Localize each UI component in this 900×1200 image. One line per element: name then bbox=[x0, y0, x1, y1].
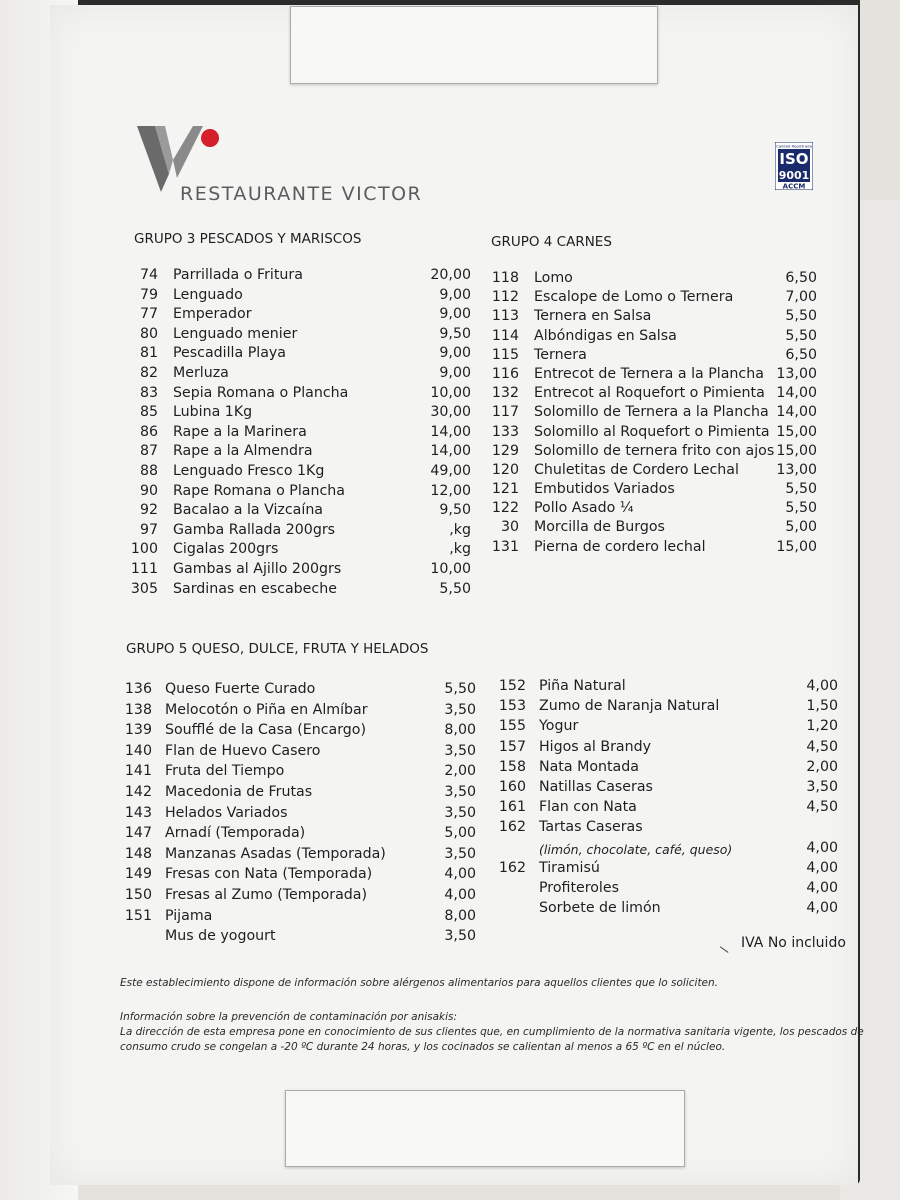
item-name: Flan con Nata bbox=[539, 799, 637, 816]
menu-item bbox=[483, 539, 821, 558]
item-name: Embutidos Variados bbox=[534, 481, 675, 498]
menu-item bbox=[490, 799, 842, 819]
menu-item bbox=[120, 385, 475, 405]
item-price: 15,00 bbox=[776, 442, 817, 459]
item-number: 111 bbox=[130, 560, 158, 577]
item-price: 12,00 bbox=[430, 482, 471, 499]
item-name: Pijama bbox=[165, 907, 213, 924]
menu-item bbox=[490, 900, 842, 920]
item-number: 113 bbox=[491, 308, 519, 325]
item-name: Gambas al Ajillo 200grs bbox=[173, 560, 342, 577]
item-price: 3,50 bbox=[806, 778, 838, 795]
item-name: Macedonia de Frutas bbox=[165, 783, 313, 800]
item-number: 114 bbox=[491, 327, 519, 344]
item-name: Fruta del Tiempo bbox=[165, 763, 285, 780]
menu-item bbox=[120, 267, 475, 287]
menu-item bbox=[118, 866, 478, 887]
menu-item bbox=[483, 404, 821, 423]
item-name: Yogur bbox=[539, 718, 579, 735]
item-name: Sepia Romana o Plancha bbox=[173, 384, 349, 401]
item-price: 13,00 bbox=[776, 461, 817, 478]
item-price: 15,00 bbox=[776, 423, 817, 440]
item-price: 8,00 bbox=[444, 907, 476, 924]
item-number: 122 bbox=[491, 500, 519, 517]
menu-item bbox=[118, 846, 478, 867]
menu-item bbox=[490, 698, 842, 718]
item-number: 88 bbox=[139, 462, 158, 479]
item-name: Profiteroles bbox=[539, 879, 619, 896]
item-price: 3,50 bbox=[444, 928, 476, 945]
item-price: 4,00 bbox=[806, 900, 838, 917]
item-name: Natillas Caseras bbox=[539, 778, 653, 795]
menu-item bbox=[483, 443, 821, 462]
item-price: 4,00 bbox=[444, 866, 476, 883]
anisakis-line1: La dirección de esta empresa pone en conocimiento de sus clientes que, en cumplimiento de la normativa sanitaria vigente, los pescados de bbox=[120, 1026, 864, 1038]
item-price: 9,00 bbox=[439, 306, 471, 323]
item-number: 161 bbox=[498, 799, 526, 816]
item-number: 132 bbox=[491, 385, 519, 402]
group4-list bbox=[483, 270, 821, 558]
item-number: 138 bbox=[124, 701, 152, 718]
item-price: 10,00 bbox=[430, 384, 471, 401]
item-number: 83 bbox=[139, 384, 158, 401]
anisakis-line2: consumo crudo se congelan a -20 ºC durante 24 horas, y los cocinados se calientan al menos a 65 ºC en el núcleo. bbox=[120, 1041, 726, 1053]
item-name: Ternera bbox=[534, 346, 587, 363]
menu-item bbox=[490, 678, 842, 698]
menu-item bbox=[483, 270, 821, 289]
menu-item bbox=[483, 328, 821, 347]
menu-item bbox=[490, 739, 842, 759]
item-price: 3,50 bbox=[444, 701, 476, 718]
item-name: Sorbete de limón bbox=[539, 900, 661, 917]
iva-note: IVA No incluido bbox=[741, 935, 846, 951]
item-number: 117 bbox=[491, 404, 519, 421]
item-name: Rape a la Marinera bbox=[173, 423, 307, 440]
item-price: 14,00 bbox=[776, 385, 817, 402]
item-price: ,kg bbox=[449, 521, 471, 538]
menu-item bbox=[118, 722, 478, 743]
menu-item bbox=[118, 743, 478, 764]
group5-right-list bbox=[490, 678, 842, 920]
menu-item bbox=[120, 561, 475, 581]
item-number: 139 bbox=[124, 722, 152, 739]
svg-text:ACCM: ACCM bbox=[782, 182, 806, 190]
item-name: Rape a la Almendra bbox=[173, 443, 313, 460]
item-price: 4,50 bbox=[806, 738, 838, 755]
menu-item bbox=[118, 825, 478, 846]
item-price: 9,50 bbox=[439, 325, 471, 342]
menu-item bbox=[120, 287, 475, 307]
group3-list bbox=[120, 267, 475, 600]
item-name: Helados Variados bbox=[165, 804, 288, 821]
item-number: 121 bbox=[491, 481, 519, 498]
item-number: 118 bbox=[491, 270, 519, 286]
menu-item bbox=[483, 519, 821, 538]
item-name: Sardinas en escabeche bbox=[173, 580, 337, 597]
item-price: 10,00 bbox=[430, 560, 471, 577]
menu-item bbox=[490, 880, 842, 900]
menu-item bbox=[118, 908, 478, 929]
item-number: 129 bbox=[491, 442, 519, 459]
restaurant-name: RESTAURANTE VICTOR bbox=[180, 183, 423, 205]
menu-item bbox=[118, 702, 478, 723]
item-number: 133 bbox=[491, 423, 519, 440]
menu-item bbox=[120, 424, 475, 444]
item-price: 8,00 bbox=[444, 722, 476, 739]
item-number: 97 bbox=[139, 521, 158, 538]
menu-item bbox=[118, 681, 478, 702]
item-name: Pollo Asado ¼ bbox=[534, 500, 634, 517]
svg-text:Calidad Registrada: Calidad Registrada bbox=[776, 143, 812, 149]
svg-text:9001: 9001 bbox=[778, 169, 810, 182]
item-number: 77 bbox=[139, 306, 158, 323]
item-price: 9,50 bbox=[439, 502, 471, 519]
item-number: 115 bbox=[491, 346, 519, 363]
menu-item bbox=[118, 763, 478, 784]
item-number: 30 bbox=[500, 519, 519, 536]
item-number: 74 bbox=[139, 267, 158, 283]
menu-item bbox=[120, 581, 475, 601]
item-name: Entrecot al Roquefort o Pimienta bbox=[534, 385, 765, 402]
menu-item bbox=[483, 424, 821, 443]
menu-item bbox=[118, 928, 478, 949]
item-name: Bacalao a la Vizcaína bbox=[173, 502, 324, 519]
item-name: Merluza bbox=[173, 364, 229, 381]
menu-item bbox=[120, 404, 475, 424]
menu-item bbox=[118, 784, 478, 805]
item-name: Ternera en Salsa bbox=[534, 308, 652, 325]
menu-item bbox=[490, 759, 842, 779]
item-name: Melocotón o Piña en Almíbar bbox=[165, 701, 368, 718]
item-number: 148 bbox=[124, 845, 152, 862]
group5-left-list bbox=[118, 681, 478, 949]
item-name: Soufflé de la Casa (Encargo) bbox=[165, 722, 367, 739]
item-number: 160 bbox=[498, 778, 526, 795]
menu-item bbox=[120, 502, 475, 522]
item-number: 143 bbox=[124, 804, 152, 821]
menu-item bbox=[483, 308, 821, 327]
item-number: 152 bbox=[498, 678, 526, 694]
item-price: 4,00 bbox=[806, 879, 838, 896]
item-price: 9,00 bbox=[439, 345, 471, 362]
item-name: Albóndigas en Salsa bbox=[534, 327, 677, 344]
menu-item bbox=[483, 462, 821, 481]
item-number: 158 bbox=[498, 758, 526, 775]
item-price: 5,50 bbox=[439, 580, 471, 597]
item-number: 150 bbox=[124, 886, 152, 903]
menu-item bbox=[120, 483, 475, 503]
menu-item bbox=[120, 345, 475, 365]
group5-title: GRUPO 5 QUESO, DULCE, FRUTA Y HELADOS bbox=[126, 641, 429, 657]
item-price: 6,50 bbox=[785, 346, 817, 363]
item-price: 3,50 bbox=[444, 804, 476, 821]
item-number: 112 bbox=[491, 289, 519, 306]
item-number: 87 bbox=[139, 443, 158, 460]
item-number: 120 bbox=[491, 461, 519, 478]
item-name: Cigalas 200grs bbox=[173, 541, 279, 558]
item-price: 2,00 bbox=[806, 758, 838, 775]
item-price: 6,50 bbox=[785, 270, 817, 286]
item-name: Higos al Brandy bbox=[539, 738, 651, 755]
item-price: 13,00 bbox=[776, 365, 817, 382]
top-clip-tab bbox=[290, 6, 658, 84]
item-price: 3,50 bbox=[444, 845, 476, 862]
item-name: Pierna de cordero lechal bbox=[534, 538, 706, 555]
item-number: 155 bbox=[498, 718, 526, 735]
menu-item bbox=[120, 365, 475, 385]
menu-item bbox=[483, 481, 821, 500]
group3-title: GRUPO 3 PESCADOS Y MARISCOS bbox=[134, 231, 362, 247]
item-number: 100 bbox=[130, 541, 158, 558]
item-price: 1,20 bbox=[806, 718, 838, 735]
item-price: 14,00 bbox=[430, 443, 471, 460]
item-number: 86 bbox=[139, 423, 158, 440]
item-name: Tiramisú bbox=[539, 859, 600, 876]
item-price: 5,50 bbox=[785, 500, 817, 517]
bottom-clip-tab bbox=[285, 1090, 685, 1167]
item-price: 4,00 bbox=[806, 859, 838, 876]
item-number: 85 bbox=[139, 404, 158, 421]
item-name: Lomo bbox=[534, 270, 573, 286]
item-number: 151 bbox=[124, 907, 152, 924]
item-price: 5,50 bbox=[444, 681, 476, 697]
item-name: Lenguado Fresco 1Kg bbox=[173, 462, 325, 479]
item-name: Lenguado menier bbox=[173, 325, 298, 342]
svg-text:ISO: ISO bbox=[779, 150, 809, 168]
item-number: 142 bbox=[124, 783, 152, 800]
item-price: 15,00 bbox=[776, 538, 817, 555]
item-number: 82 bbox=[139, 364, 158, 381]
item-number: 141 bbox=[124, 763, 152, 780]
item-price: 9,00 bbox=[439, 364, 471, 381]
item-price: 7,00 bbox=[785, 289, 817, 306]
item-number: 136 bbox=[124, 681, 152, 697]
item-number: 153 bbox=[498, 698, 526, 715]
allergen-note: Este establecimiento dispone de información sobre alérgenos alimentarios para aquellos clientes que lo soliciten. bbox=[120, 977, 719, 989]
item-number: 90 bbox=[139, 482, 158, 499]
item-name: Queso Fuerte Curado bbox=[165, 681, 316, 697]
item-price: 9,00 bbox=[439, 286, 471, 303]
menu-item bbox=[483, 347, 821, 366]
item-number: 162 bbox=[498, 819, 526, 836]
item-name: Nata Montada bbox=[539, 758, 639, 775]
menu-item bbox=[483, 385, 821, 404]
item-number: 305 bbox=[130, 580, 158, 597]
group4-title: GRUPO 4 CARNES bbox=[491, 234, 612, 250]
item-number: 149 bbox=[124, 866, 152, 883]
item-name: Flan de Huevo Casero bbox=[165, 742, 321, 759]
item-price: 5,50 bbox=[785, 327, 817, 344]
menu-item bbox=[490, 840, 842, 860]
item-name: Fresas al Zumo (Temporada) bbox=[165, 886, 368, 903]
item-price: 5,50 bbox=[785, 481, 817, 498]
item-name: Solomillo al Roquefort o Pimienta bbox=[534, 423, 770, 440]
menu-item bbox=[120, 541, 475, 561]
menu-item bbox=[120, 306, 475, 326]
item-name: Rape Romana o Plancha bbox=[173, 482, 345, 499]
item-name: Zumo de Naranja Natural bbox=[539, 698, 720, 715]
item-name: Arnadí (Temporada) bbox=[165, 825, 306, 842]
item-price: 3,50 bbox=[444, 742, 476, 759]
menu-item bbox=[483, 500, 821, 519]
item-price: 5,00 bbox=[444, 825, 476, 842]
item-number: 140 bbox=[124, 742, 152, 759]
item-name: Morcilla de Burgos bbox=[534, 519, 665, 536]
iso-9001-badge-icon bbox=[775, 142, 813, 190]
item-name: Parrillada o Fritura bbox=[173, 267, 303, 283]
item-price: ,kg bbox=[449, 541, 471, 558]
item-price: 5,00 bbox=[785, 519, 817, 536]
item-name: Pescadilla Playa bbox=[173, 345, 286, 362]
item-price: 4,00 bbox=[806, 839, 838, 856]
anisakis-title: Información sobre la prevención de contaminación por anisakis: bbox=[120, 1011, 458, 1023]
menu-item bbox=[120, 326, 475, 346]
item-price: 1,50 bbox=[806, 698, 838, 715]
item-price: 2,00 bbox=[444, 763, 476, 780]
item-price: 5,50 bbox=[785, 308, 817, 325]
item-price: 30,00 bbox=[430, 404, 471, 421]
item-number: 147 bbox=[124, 825, 152, 842]
item-price: 49,00 bbox=[430, 462, 471, 479]
item-number: 162 bbox=[498, 859, 526, 876]
menu-item bbox=[483, 366, 821, 385]
item-name: Emperador bbox=[173, 306, 252, 323]
menu-item bbox=[118, 805, 478, 826]
item-name: Solomillo de Ternera a la Plancha bbox=[534, 404, 769, 421]
item-number: 157 bbox=[498, 738, 526, 755]
item-name: Manzanas Asadas (Temporada) bbox=[165, 845, 386, 862]
item-name: Piña Natural bbox=[539, 678, 626, 694]
item-number: 92 bbox=[139, 502, 158, 519]
item-price: 14,00 bbox=[776, 404, 817, 421]
item-name: Mus de yogourt bbox=[165, 928, 276, 945]
item-number: 79 bbox=[139, 286, 158, 303]
item-price: 14,00 bbox=[430, 423, 471, 440]
item-number: 116 bbox=[491, 365, 519, 382]
menu-item bbox=[490, 718, 842, 738]
item-name: Entrecot de Ternera a la Plancha bbox=[534, 365, 764, 382]
item-name: Lubina 1Kg bbox=[173, 404, 253, 421]
item-name: Fresas con Nata (Temporada) bbox=[165, 866, 373, 883]
item-price: 4,00 bbox=[444, 886, 476, 903]
menu-item bbox=[490, 779, 842, 799]
menu-item bbox=[490, 819, 842, 839]
menu-item bbox=[490, 860, 842, 880]
menu-item bbox=[120, 443, 475, 463]
menu-item bbox=[120, 522, 475, 542]
item-number: 80 bbox=[139, 325, 158, 342]
item-name: Lenguado bbox=[173, 286, 243, 303]
item-number: 131 bbox=[491, 538, 519, 555]
item-name: Escalope de Lomo o Ternera bbox=[534, 289, 734, 306]
item-name: Solomillo de ternera frito con ajos bbox=[534, 442, 775, 459]
item-number: 81 bbox=[139, 345, 158, 362]
item-name: Gamba Rallada 200grs bbox=[173, 521, 336, 538]
menu-item bbox=[483, 289, 821, 308]
menu-item bbox=[118, 887, 478, 908]
item-price: 3,50 bbox=[444, 783, 476, 800]
item-name: Tartas Caseras bbox=[539, 819, 643, 836]
item-price: 20,00 bbox=[430, 267, 471, 283]
item-name: Chuletitas de Cordero Lechal bbox=[534, 461, 739, 478]
item-name: (limón, chocolate, café, queso) bbox=[539, 841, 733, 857]
menu-item bbox=[120, 463, 475, 483]
item-price: 4,00 bbox=[806, 678, 838, 694]
item-price: 4,50 bbox=[806, 799, 838, 816]
